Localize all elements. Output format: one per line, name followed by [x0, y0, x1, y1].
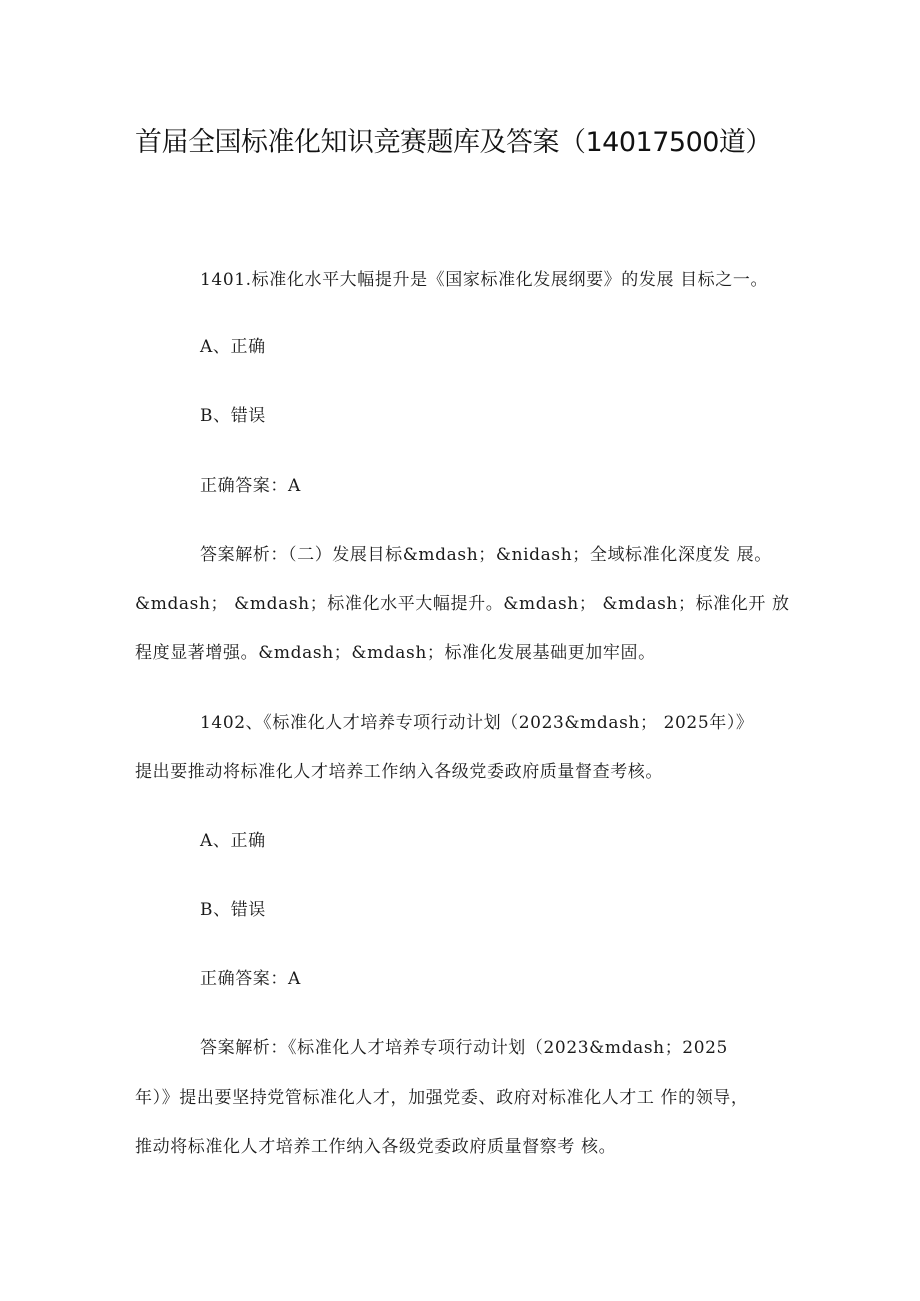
question-1401-option-a: A、正确	[200, 337, 266, 357]
question-1402-analysis-line-2: 年）》提出要坚持党管标准化人才，加强党委、政府对标准化人才工 作的领导，	[135, 1088, 749, 1108]
question-1401-stem: 1401.标准化水平大幅提升是《国家标准化发展纲要》的发展 目标之一。	[200, 270, 769, 290]
question-1402-analysis-line-1: 答案解析：《标准化人才培养专项行动计划（2023&mdash；2025	[200, 1038, 728, 1058]
question-1401-analysis-line-1: 答案解析：（二）发展目标&mdash；&nidash；全域标准化深度发 展。	[200, 545, 772, 565]
question-1401-answer: 正确答案：A	[200, 476, 301, 496]
question-1402-option-a: A、正确	[200, 831, 266, 851]
document-title: 首届全国标准化知识竞赛题库及答案（14017500道）	[135, 127, 772, 158]
question-1402-option-b: B、错误	[200, 900, 266, 920]
question-1401-analysis-line-3: 程度显著增强。&mdash；&mdash；标准化发展基础更加牢固。	[135, 643, 656, 663]
question-1401-analysis-line-2: &mdash； &mdash；标准化水平大幅提升。&mdash； &mdash；标准化开 放	[135, 594, 790, 614]
question-1402-analysis-line-3: 推动将标准化人才培养工作纳入各级党委政府质量督察考 核。	[135, 1137, 617, 1157]
question-1402-answer: 正确答案：A	[200, 969, 301, 989]
question-1402-stem-line-2: 提出要推动将标准化人才培养工作纳入各级党委政府质量督查考核。	[135, 762, 663, 782]
question-1401-option-b: B、错误	[200, 406, 266, 426]
question-1402-stem-line-1: 1402、《标准化人才培养专项行动计划（2023&mdash； 2025年）》	[200, 713, 754, 733]
